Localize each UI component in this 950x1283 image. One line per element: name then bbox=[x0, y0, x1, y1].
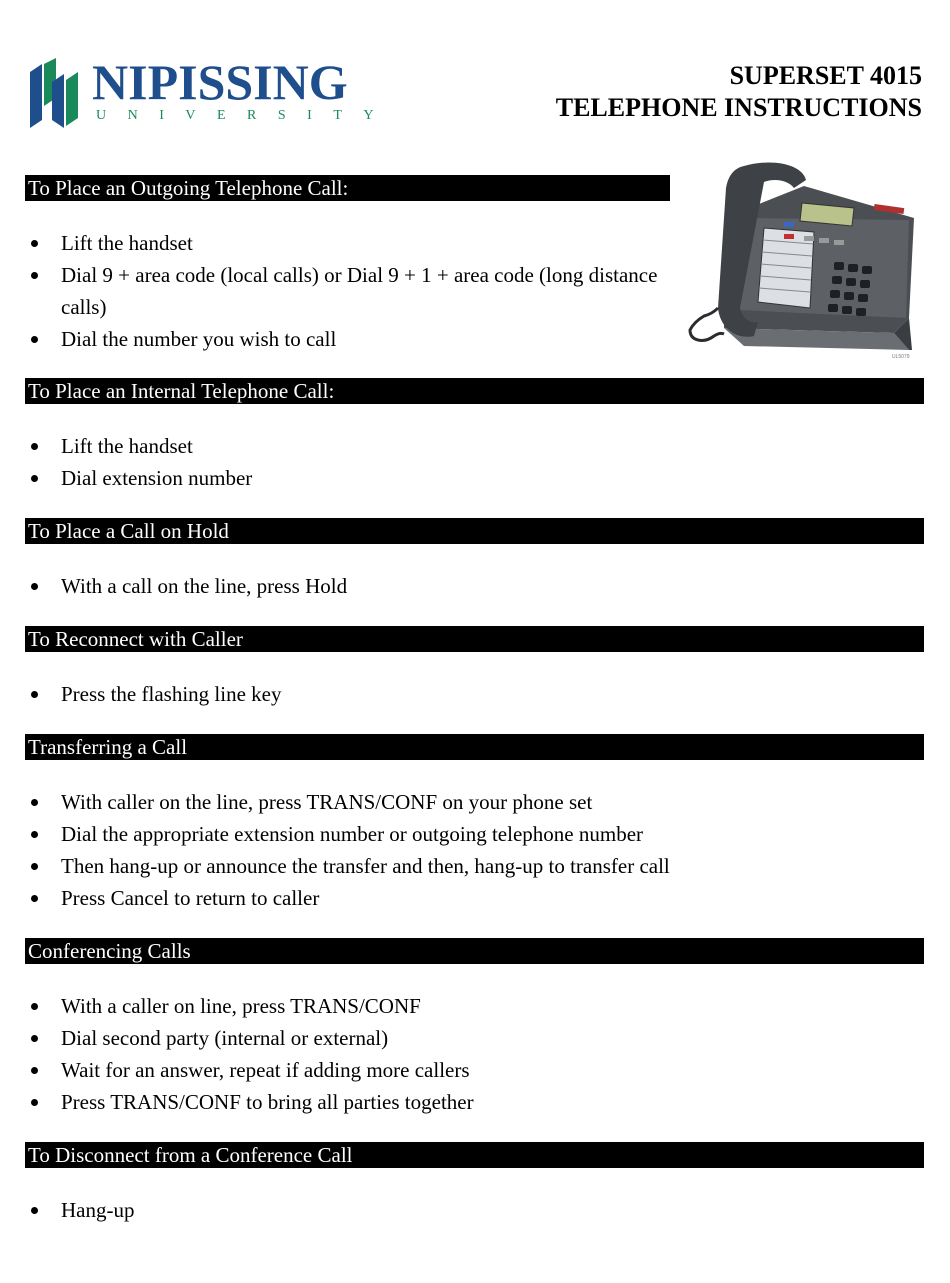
section-heading-hold: To Place a Call on Hold bbox=[25, 518, 924, 544]
section-heading-outgoing-call: To Place an Outgoing Telephone Call: bbox=[25, 175, 670, 201]
reconnect-steps bbox=[28, 678, 281, 710]
list-item: Dial second party (internal or external) bbox=[28, 1022, 474, 1054]
section-heading-reconnect: To Reconnect with Caller bbox=[25, 626, 924, 652]
list-item: Press TRANS/CONF to bring all parties together bbox=[28, 1086, 474, 1118]
internal-call-steps bbox=[28, 430, 252, 494]
list-item: Dial the appropriate extension number or outgoing telephone number bbox=[28, 818, 670, 850]
hold-steps bbox=[28, 570, 347, 602]
list-item: Hang-up bbox=[28, 1194, 134, 1226]
list-item: Wait for an answer, repeat if adding more callers bbox=[28, 1054, 474, 1086]
list-item: Lift the handset bbox=[28, 227, 671, 259]
list-item: Dial extension number bbox=[28, 462, 252, 494]
conference-steps bbox=[28, 990, 474, 1118]
image-caption: UL5079 bbox=[892, 354, 910, 360]
section-heading-conference: Conferencing Calls bbox=[25, 938, 924, 964]
list-item: Dial the number you wish to call bbox=[28, 323, 671, 355]
logo-name: NIPISSING bbox=[92, 54, 348, 110]
title-line-1: SUPERSET 4015 bbox=[729, 61, 922, 90]
transfer-steps bbox=[28, 786, 670, 914]
list-item: Lift the handset bbox=[28, 430, 252, 462]
university-logo bbox=[26, 54, 395, 130]
list-item: With caller on the line, press TRANS/CONF on your phone set bbox=[28, 786, 670, 818]
logo-subtitle: UNIVERSITY bbox=[96, 108, 395, 123]
list-item: Press the flashing line key bbox=[28, 678, 281, 710]
disconnect-steps bbox=[28, 1194, 134, 1226]
list-item: Dial 9 + area code (local calls) or Dial 9 + 1 + area code (long distance calls) bbox=[28, 259, 671, 323]
telephone-image bbox=[684, 158, 924, 368]
outgoing-call-steps bbox=[28, 227, 671, 355]
logo-mark-icon bbox=[26, 58, 82, 128]
list-item: With a caller on line, press TRANS/CONF bbox=[28, 990, 474, 1022]
section-heading-transfer: Transferring a Call bbox=[25, 734, 924, 760]
title-line-2: TELEPHONE INSTRUCTIONS bbox=[555, 93, 922, 122]
document-title bbox=[556, 60, 922, 124]
section-heading-internal-call: To Place an Internal Telephone Call: bbox=[25, 378, 924, 404]
section-heading-disconnect-conference: To Disconnect from a Conference Call bbox=[25, 1142, 924, 1168]
list-item: With a call on the line, press Hold bbox=[28, 570, 347, 602]
list-item: Press Cancel to return to caller bbox=[28, 882, 670, 914]
list-item: Then hang-up or announce the transfer and then, hang-up to transfer call bbox=[28, 850, 670, 882]
